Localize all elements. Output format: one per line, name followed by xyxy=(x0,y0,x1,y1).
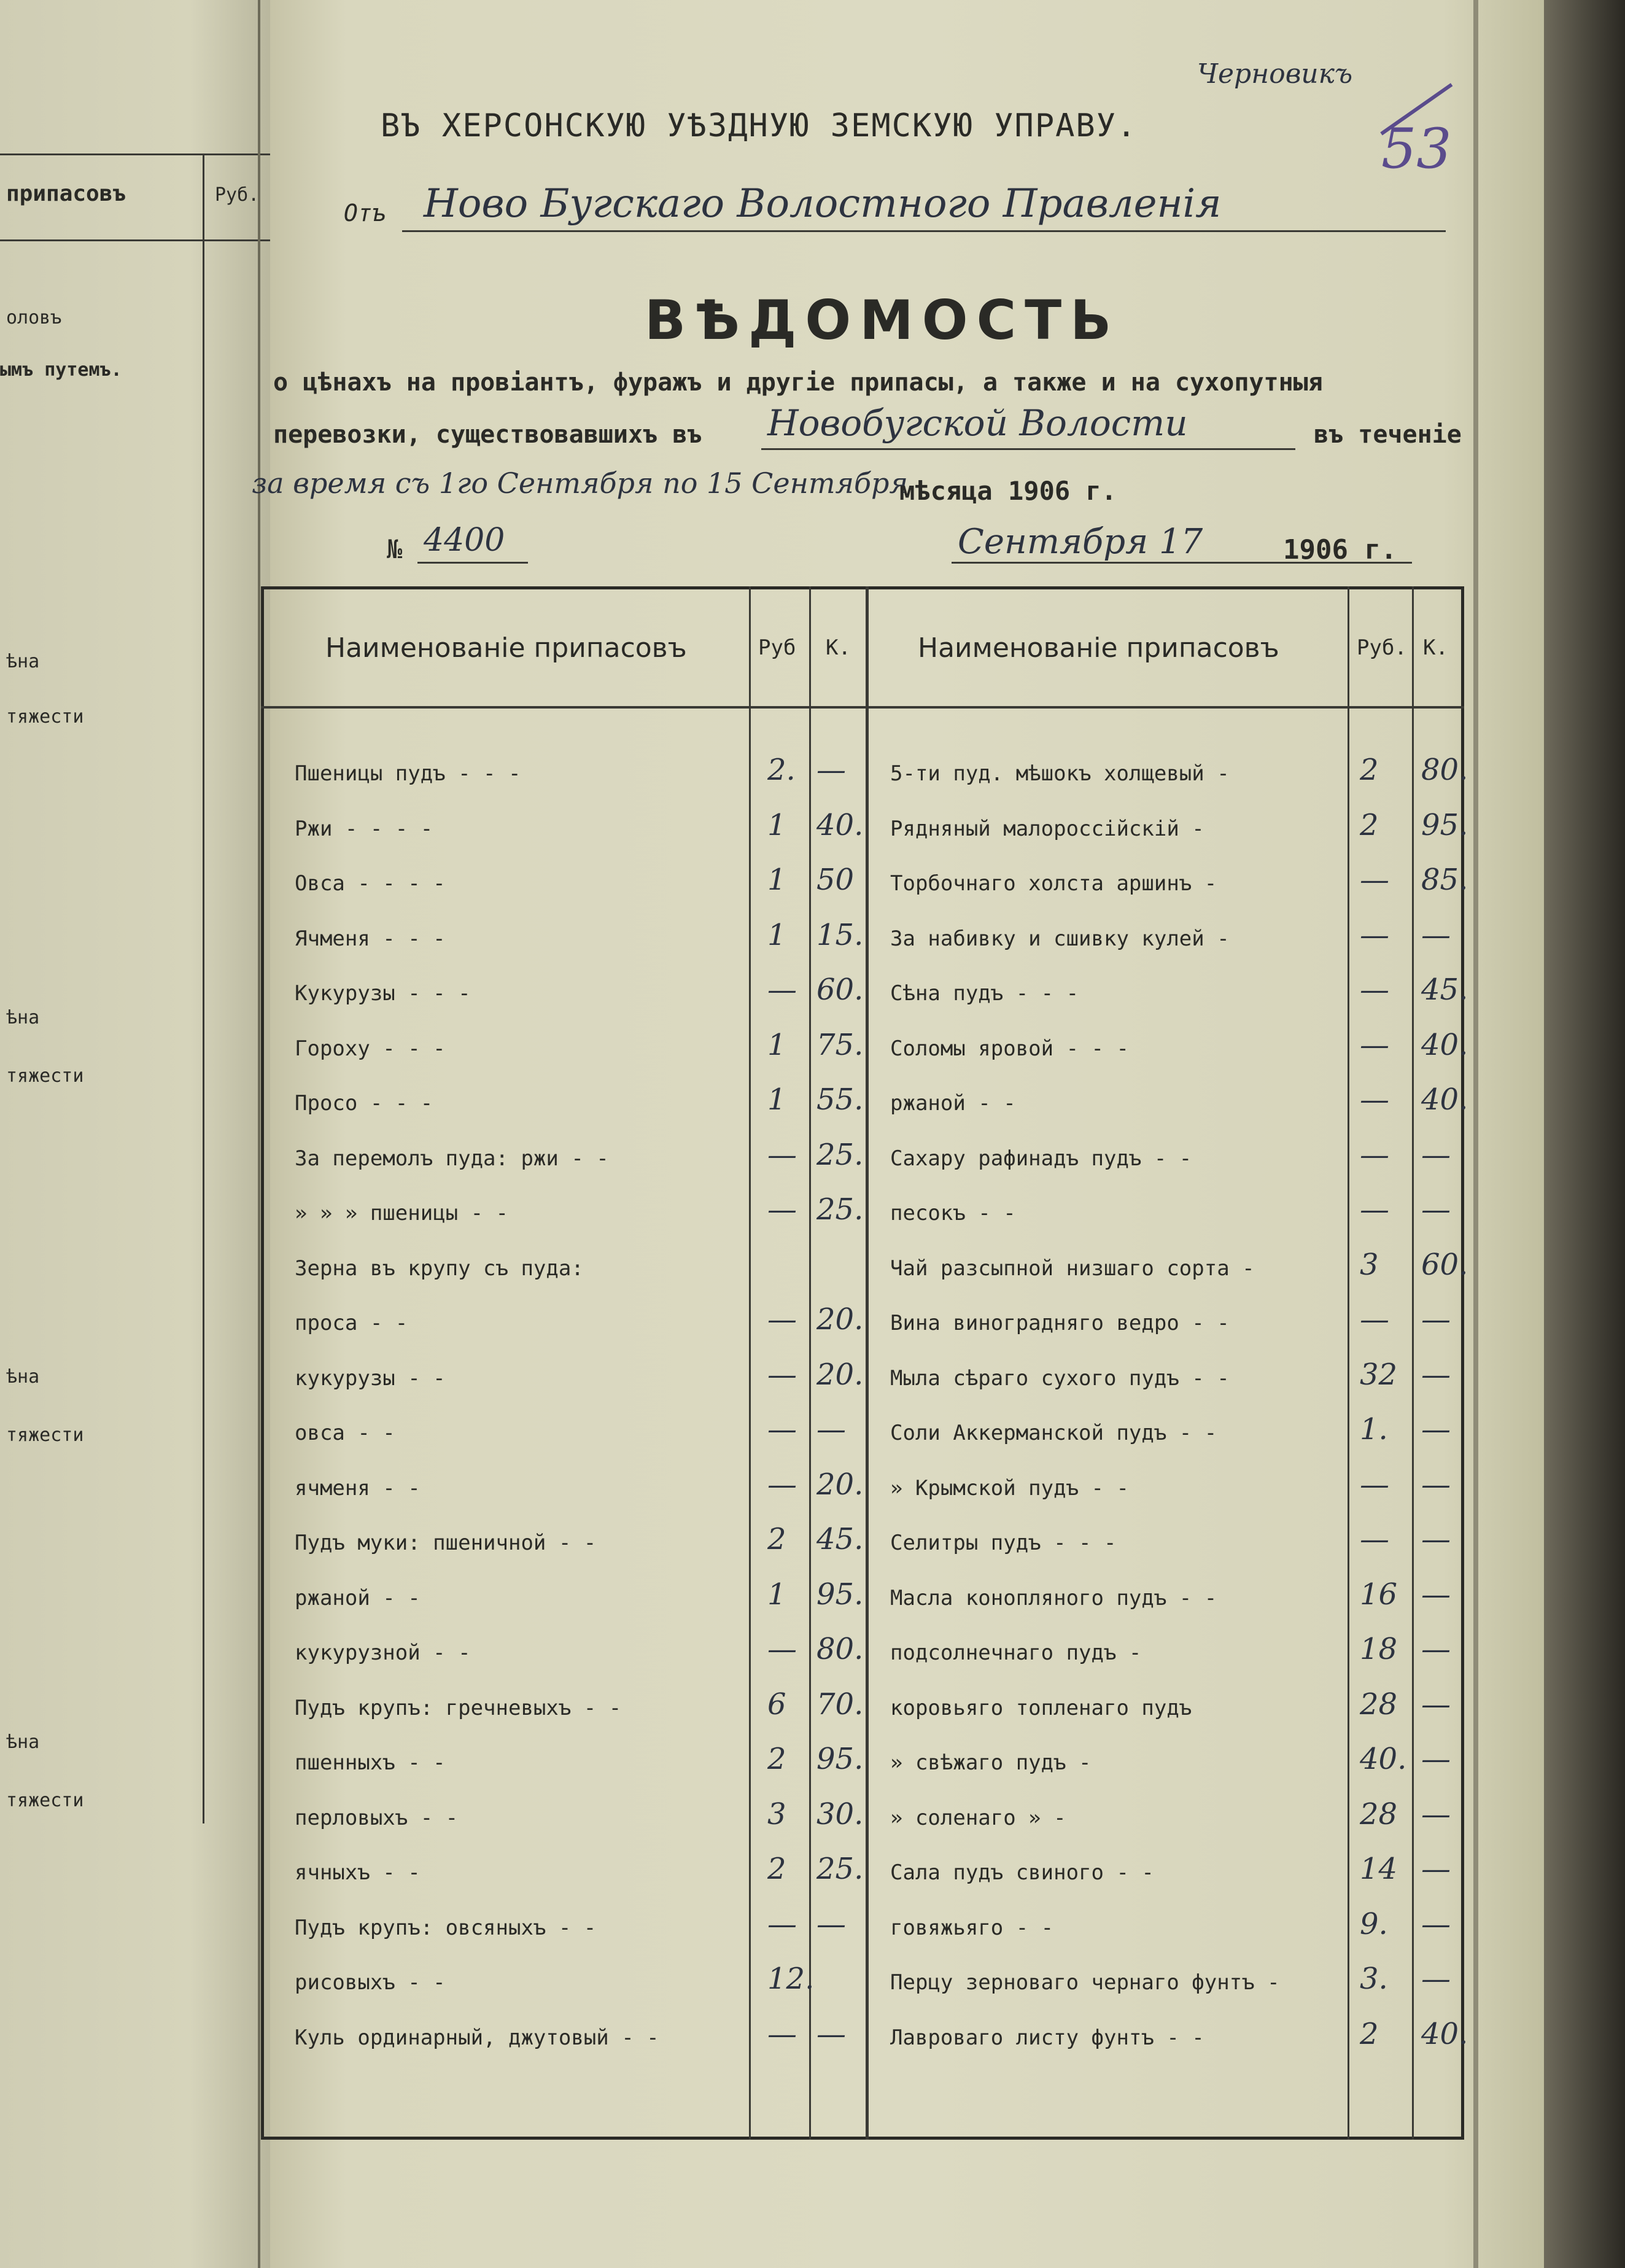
table-row-right-kop: 45. xyxy=(1421,973,1468,1007)
left-page-fragment: ѣна xyxy=(6,1731,40,1753)
left-page-fragment: ѣна xyxy=(6,1366,40,1388)
table-row-left-label: овса - - xyxy=(295,1421,395,1445)
table-row-right-kop: — xyxy=(1421,1357,1451,1392)
table-row-left-label: Пудъ муки: пшеничной - - xyxy=(295,1531,597,1555)
table-row-left-label: Куль ординарный, джутовый - - xyxy=(295,2025,659,2050)
table-row-left-label: Ячменя - - - xyxy=(295,926,446,951)
table-row-right-kop: — xyxy=(1421,1852,1451,1886)
table-row-left-rub: — xyxy=(767,1302,797,1337)
table-row-left-rub: 1 xyxy=(767,1082,786,1117)
table-row-left-label: Зерна въ крупу съ пуда: xyxy=(295,1256,584,1281)
table-row-right-label: Мыла сѣраго сухого пудъ - - xyxy=(890,1365,1230,1391)
table-row-right-kop: — xyxy=(1421,1577,1451,1612)
column-header-rub: Руб xyxy=(758,635,796,660)
table-row-left-label: перловыхъ - - xyxy=(295,1805,459,1830)
table-row-left-rub: — xyxy=(767,1467,797,1502)
table-row-right-rub: — xyxy=(1360,1137,1389,1172)
table-row-left-rub: 2 xyxy=(767,1522,786,1556)
table-row-left-rub: — xyxy=(767,2016,797,2051)
left-page-column-line xyxy=(203,153,204,1823)
table-row-right-kop: 40. xyxy=(1421,1027,1468,1062)
table-row-right-kop: — xyxy=(1421,1632,1451,1666)
table-row-right-kop: 85. xyxy=(1421,863,1468,897)
table-row-left-rub: 2 xyxy=(767,1742,786,1776)
table-row-right-label: » соленаго » - xyxy=(890,1805,1066,1830)
left-page-fragment: тяжести xyxy=(6,1065,84,1087)
column-header-rub-right: Руб. xyxy=(1357,635,1407,660)
table-row-right-label: Лавроваго листу фунтъ - - xyxy=(890,2025,1204,2050)
table-row-left-label: Гороху - - - xyxy=(295,1036,446,1061)
table-row-left-kop: 95. xyxy=(816,1577,864,1612)
table-row-right-label: Торбочнаго холста аршинъ - xyxy=(890,871,1217,896)
table-row-left-label: проса - - xyxy=(295,1311,408,1335)
book-edge xyxy=(1544,0,1625,2268)
column-line-rub-right xyxy=(1348,586,1349,2140)
title-line-2-end: въ теченіе xyxy=(1314,421,1462,449)
table-row-right-rub: 9. xyxy=(1360,1906,1388,1941)
volost-underline xyxy=(761,448,1295,450)
table-row-left-label: ячныхъ - - xyxy=(295,1860,421,1885)
table-row-right-rub: 28 xyxy=(1360,1796,1398,1831)
table-row-right-label: говяжьяго - - xyxy=(890,1915,1054,1940)
table-row-right-rub: 16 xyxy=(1360,1577,1398,1612)
table-row-right-kop: 80. xyxy=(1421,753,1468,787)
previous-page xyxy=(0,0,270,2268)
period-handwritten: за время съ 1го Сентября по 15 Сентября xyxy=(252,467,908,500)
left-page-rule xyxy=(0,239,270,241)
volost-name: Новобугской Волости xyxy=(767,402,1188,444)
table-row-right-kop: — xyxy=(1421,1742,1451,1776)
table-row-left-kop: 25. xyxy=(816,1192,864,1227)
left-page-fragment: тяжести xyxy=(6,1790,84,1811)
table-row-left-rub: 1 xyxy=(767,1577,786,1612)
table-row-left-label: Пшеницы пудъ - - - xyxy=(295,761,521,786)
table-row-left-kop: 30. xyxy=(816,1796,864,1831)
table-row-left-kop: 95. xyxy=(816,1742,864,1776)
left-page-header-rub: Руб. xyxy=(215,184,260,206)
column-line-middle xyxy=(866,586,869,2140)
table-row-left-label: Кукурузы - - - xyxy=(295,981,471,1006)
table-row-left-rub: — xyxy=(767,973,797,1007)
table-row-left-rub: 1 xyxy=(767,917,786,952)
table-row-left-rub: — xyxy=(767,1906,797,1941)
table-row-right-label: Сѣна пудъ - - - xyxy=(890,981,1079,1006)
table-row-right-kop: 40. xyxy=(1421,1082,1468,1117)
table-row-right-rub: — xyxy=(1360,1082,1389,1117)
table-row-right-rub: — xyxy=(1360,1192,1389,1227)
table-row-right-kop: — xyxy=(1421,1137,1451,1172)
table-header-rule xyxy=(261,706,1464,709)
table-row-right-rub: 2 xyxy=(1360,807,1379,842)
table-row-right-label: Рядняный малороссійскій - xyxy=(890,816,1204,841)
table-row-right-label: Соломы яровой - - - xyxy=(890,1036,1129,1061)
table-row-right-kop: — xyxy=(1421,1412,1451,1447)
table-row-right-label: Перцу зерноваго чернаго фунтъ - xyxy=(890,1970,1280,1995)
table-row-right-label: » свѣжаго пудъ - xyxy=(890,1750,1092,1775)
table-row-left-kop: 70. xyxy=(816,1687,864,1722)
table-row-left-rub: — xyxy=(767,1412,797,1447)
table-row-left-rub: — xyxy=(767,1632,797,1666)
left-page-fragment: ымъ путемъ. xyxy=(0,359,122,381)
table-row-left-kop: 20. xyxy=(816,1302,864,1337)
left-page-fragment: ѣна xyxy=(6,1007,40,1028)
table-row-right-kop: — xyxy=(1421,917,1451,952)
table-row-left-rub: — xyxy=(767,1192,797,1227)
table-row-left-kop: — xyxy=(816,1412,846,1447)
column-header-kop: К. xyxy=(826,635,851,660)
table-row-left-rub: 6 xyxy=(767,1687,786,1722)
table-row-left-kop: 75. xyxy=(816,1027,864,1062)
column-line-rub-left xyxy=(749,586,751,2140)
table-row-right-rub: — xyxy=(1360,973,1389,1007)
table-row-left-label: Пудъ крупъ: овсяныхъ - - xyxy=(295,1915,597,1940)
left-page-fragment: ѣна xyxy=(6,651,40,672)
table-row-right-rub: — xyxy=(1360,1522,1389,1556)
table-row-left-label: рисовыхъ - - xyxy=(295,1970,446,1995)
title-line-1: о цѣнахъ на провіантъ, фуражъ и другіе припасы, а также и на сухопутныя xyxy=(273,368,1323,397)
column-header-name-right: Наименованіе припасовъ xyxy=(918,632,1279,664)
left-page-fragment: тяжести xyxy=(6,706,84,728)
table-row-left-kop: 15. xyxy=(816,917,864,952)
table-row-right-label: Масла конопляного пудъ - - xyxy=(890,1585,1217,1610)
table-row-left-label: » » » пшеницы - - xyxy=(295,1201,508,1225)
table-row-left-kop: — xyxy=(816,753,846,787)
table-row-left-kop: 25. xyxy=(816,1137,864,1172)
table-row-left-rub: 1 xyxy=(767,863,786,897)
table-row-left-label: Ржи - - - - xyxy=(295,816,433,841)
title-line-2-start: перевозки, существовавшихъ въ xyxy=(273,421,702,449)
table-row-left-kop: — xyxy=(816,1906,846,1941)
column-line-kop-right xyxy=(1412,586,1414,2140)
table-row-right-label: песокъ - - xyxy=(890,1201,1016,1225)
table-row-left-kop: 55. xyxy=(816,1082,864,1117)
table-row-left-rub: 1 xyxy=(767,807,786,842)
table-row-right-kop: — xyxy=(1421,1962,1451,1996)
date-year: 1906 г. xyxy=(1283,534,1397,565)
table-row-right-rub: 1. xyxy=(1360,1412,1388,1447)
table-row-right-rub: — xyxy=(1360,1302,1389,1337)
table-row-right-rub: 3 xyxy=(1360,1247,1379,1282)
draft-note: Черновикъ xyxy=(1197,58,1353,90)
left-page-fragment: тяжести xyxy=(6,1424,84,1446)
from-value: Ново Бугскаго Волостного Правленія xyxy=(424,181,1222,227)
table-row-right-kop: 95. xyxy=(1421,807,1468,842)
table-row-right-label: Чай разсыпной низшаго сорта - xyxy=(890,1256,1255,1281)
table-row-right-label: » Крымской пудъ - - xyxy=(890,1475,1129,1501)
table-row-left-kop: 80. xyxy=(816,1632,864,1666)
table-row-right-kop: — xyxy=(1421,1192,1451,1227)
page-number: 53 xyxy=(1381,117,1452,181)
table-row-left-label: ржаной - - xyxy=(295,1585,421,1610)
document-title: ВѢДОМОСТЬ xyxy=(645,289,1120,352)
table-row-right-label: Селитры пудъ - - - xyxy=(890,1531,1117,1555)
left-page-fragment: оловъ xyxy=(6,307,62,328)
table-row-left-label: кукурузы - - xyxy=(295,1365,446,1391)
table-row-left-label: пшенныхъ - - xyxy=(295,1750,446,1775)
table-row-left-kop: 50 xyxy=(816,863,855,897)
left-page-header: припасовъ xyxy=(6,181,126,206)
table-row-right-label: Соли Аккерманской пудъ - - xyxy=(890,1421,1217,1445)
table-row-left-label: кукурузной - - xyxy=(295,1641,471,1665)
table-row-right-kop: 40. xyxy=(1421,2016,1468,2051)
table-row-left-kop: 45. xyxy=(816,1522,864,1556)
table-row-right-kop: — xyxy=(1421,1906,1451,1941)
column-line-kop-left xyxy=(809,586,811,2140)
number-underline xyxy=(417,562,528,564)
table-row-left-kop: 20. xyxy=(816,1357,864,1392)
table-row-left-label: Овса - - - - xyxy=(295,871,446,896)
table-row-right-kop: 60. xyxy=(1421,1247,1468,1282)
table-row-right-label: подсолнечнаго пудъ - xyxy=(890,1641,1142,1665)
table-row-left-rub: — xyxy=(767,1357,797,1392)
table-row-right-label: ржаной - - xyxy=(890,1091,1016,1116)
table-row-right-label: коровьяго топленаго пудъ xyxy=(890,1695,1192,1720)
table-row-left-rub: 12. xyxy=(767,1962,815,1996)
table-row-right-rub: 28 xyxy=(1360,1687,1398,1722)
table-row-left-label: Просо - - - xyxy=(295,1091,433,1116)
table-row-right-rub: — xyxy=(1360,917,1389,952)
table-row-right-label: За набивку и сшивку кулей - xyxy=(890,926,1230,951)
table-row-right-label: Вина виноградняго ведро - - xyxy=(890,1311,1230,1335)
table-row-right-kop: — xyxy=(1421,1467,1451,1502)
table-row-right-rub: 18 xyxy=(1360,1632,1398,1666)
left-page-rule xyxy=(0,153,270,155)
table-row-right-label: Сала пудъ свиного - - xyxy=(890,1860,1154,1885)
table-row-right-rub: 3. xyxy=(1360,1962,1388,1996)
table-row-left-rub: 3 xyxy=(767,1796,786,1831)
table-row-right-label: 5-ти пуд. мѣшокъ холщевый - xyxy=(890,761,1230,786)
table-row-right-kop: — xyxy=(1421,1522,1451,1556)
page-edge-line xyxy=(1473,0,1478,2268)
table-row-right-rub: — xyxy=(1360,863,1389,897)
table-row-right-rub: 40. xyxy=(1360,1742,1407,1776)
table-row-left-rub: 2. xyxy=(767,753,796,787)
number-label: № xyxy=(387,534,403,564)
table-row-left-label: Пудъ крупъ: гречневыхъ - - xyxy=(295,1695,622,1720)
table-row-left-rub: 2 xyxy=(767,1852,786,1886)
from-underline xyxy=(402,230,1446,232)
column-header-name: Наименованіе припасовъ xyxy=(325,632,687,664)
table-row-left-kop: — xyxy=(816,2016,846,2051)
table-row-left-label: ячменя - - xyxy=(295,1475,421,1501)
table-row-right-kop: — xyxy=(1421,1302,1451,1337)
table-row-left-kop: 60. xyxy=(816,973,864,1007)
table-row-right-label: Сахару рафинадъ пудъ - - xyxy=(890,1146,1192,1171)
table-row-left-label: За перемолъ пуда: ржи - - xyxy=(295,1146,609,1171)
table-row-left-rub: — xyxy=(767,1137,797,1172)
table-row-right-rub: — xyxy=(1360,1467,1389,1502)
table-row-right-kop: — xyxy=(1421,1796,1451,1831)
table-row-right-rub: 2 xyxy=(1360,2016,1379,2051)
from-label: Отъ xyxy=(344,200,386,227)
table-row-right-rub: — xyxy=(1360,1027,1389,1062)
addressee: ВЪ ХЕРСОНСКУЮ УѢЗДНУЮ ЗЕМСКУЮ УПРАВУ. xyxy=(381,107,1138,144)
table-row-right-kop: — xyxy=(1421,1687,1451,1722)
table-row-left-kop: 20. xyxy=(816,1467,864,1502)
table-row-left-kop: 40. xyxy=(816,807,864,842)
table-row-right-rub: 14 xyxy=(1360,1852,1398,1886)
date-handwritten: Сентября 17 xyxy=(958,522,1203,562)
number-value: 4400 xyxy=(424,522,505,559)
table-row-left-rub: 1 xyxy=(767,1027,786,1062)
column-header-kop-right: К. xyxy=(1423,635,1448,660)
title-line-3-end: мѣсяца 1906 г. xyxy=(899,476,1117,506)
table-row-right-rub: 32 xyxy=(1360,1357,1398,1392)
left-page-edge-line xyxy=(258,0,260,2268)
table-row-left-kop: 25. xyxy=(816,1852,864,1886)
table-row-right-rub: 2 xyxy=(1360,753,1379,787)
